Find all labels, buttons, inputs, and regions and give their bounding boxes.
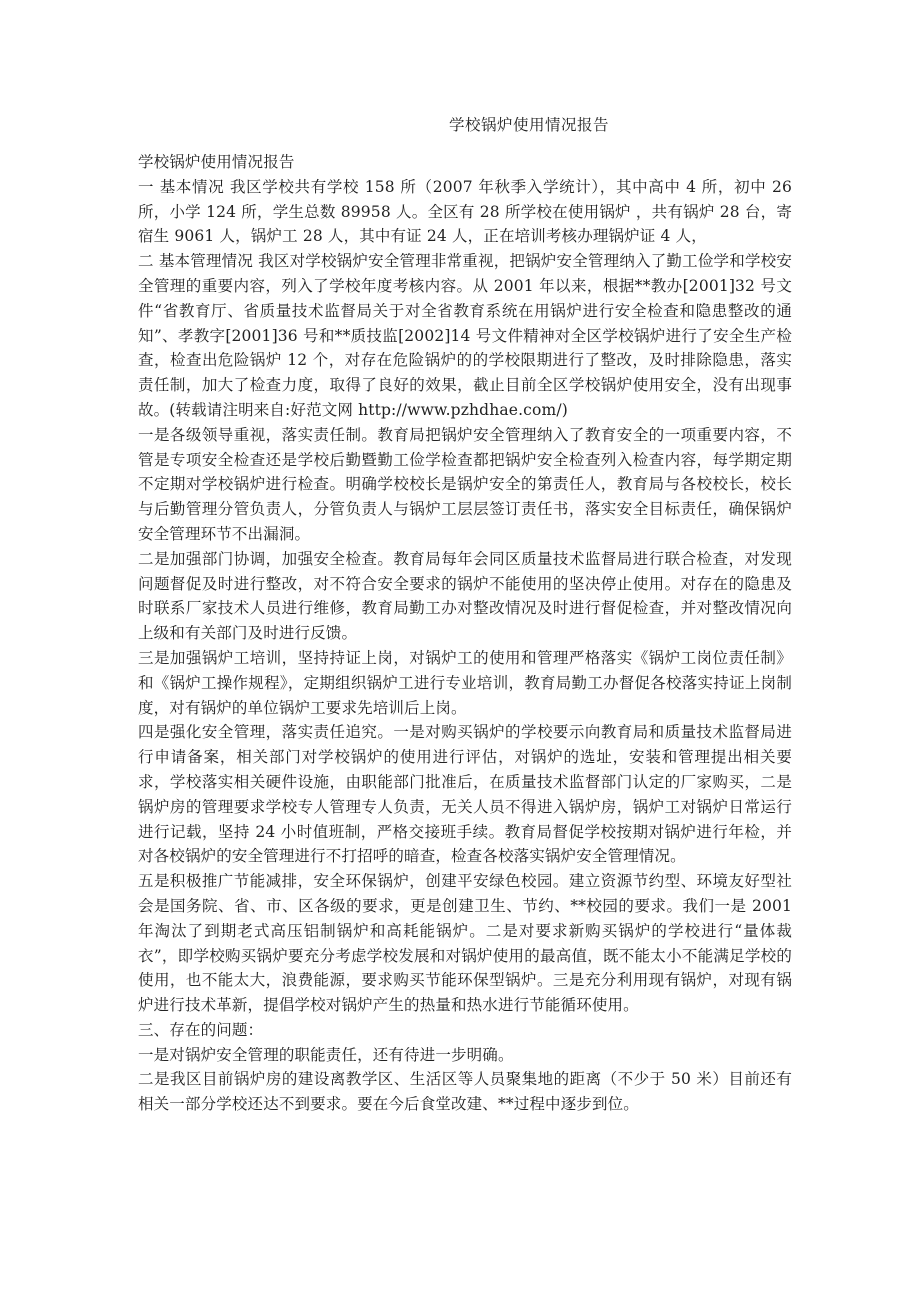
- paragraph-problem-one: 一是对锅炉安全管理的职能责任，还有待进一步明确。: [138, 1045, 514, 1064]
- document-body: [138, 150, 792, 1117]
- paragraph-coordination: 二是加强部门协调，加强安全检查。教育局每年会同区质量技术监督局进行联合检查，对发现问题督促及时进行整改，对不符合安全要求的锅炉不能使用的坚决停止使用。对存在的隐患及时联系厂家技术人员进行维修，教育局勤工办对整改情况及时进行督促检查，并对整改情况向上级和有关部门及时进行反馈。: [138, 549, 792, 643]
- paragraph-leadership: 一是各级领导重视，落实责任制。教育局把锅炉安全管理纳入了教育安全的一项重要内容，不管是专项安全检查还是学校后勤暨勤工俭学检查都把锅炉安全检查列入检查内容，每学期定期不定期对学校锅炉进行检查。明确学校校长是锅炉安全的第责任人，教育局与各校校长，校长与后勤管理分管负责人，分管负责人与锅炉工层层签订责任书，落实安全目标责任，确保锅炉安全管理环节不出漏洞。: [138, 425, 792, 543]
- paragraph-problems-heading: 三、存在的问题：: [138, 1020, 264, 1039]
- paragraph-training: 三是加强锅炉工培训，坚持持证上岗，对锅炉工的使用和管理严格落实《锅炉工岗位责任制》和《锅炉工操作规程》，定期组织锅炉工进行专业培训，教育局勤工办督促各校落实持证上岗制度，对有锅炉的单位锅炉工要求先培训后上岗。: [138, 648, 792, 717]
- document-title: 学校锅炉使用情况报告: [448, 116, 609, 134]
- paragraph-subtitle: 学校锅炉使用情况报告: [138, 153, 295, 171]
- paragraph-problem-two: 二是我区目前锅炉房的建设离教学区、生活区等人员聚集地的距离（不少于 50 米）目前还有相关一部分学校还达不到要求。要在今后食堂改建、**过程中逐步到位。: [138, 1070, 792, 1114]
- paragraph-basic-management: 二 基本管理情况 我区对学校锅炉安全管理非常重视，把锅炉安全管理纳入了勤工俭学和学校安全管理的重要内容，列入了学校年度考核内容。从 2001 年以来，根据**教办[2001]32 号文件“省教育厅、省质量技术监督局关于对全省教育系统在用锅炉进行安全检查和隐患整改的通知”、孝教字[2001]36 号和**质技监[2002]14 号文件精神对全区学校锅炉进行了安全生产检查，检查出危险锅炉 12 个，对存在危险锅炉的的学校限期进行了整改，及时排除隐患，落实责任制，加大了检查力度，取得了良好的效果，截止目前全区学校锅炉使用安全，没有出现事故。(转载请注明来自:好范文网 http://www.pzhdhae.com/): [138, 252, 792, 419]
- paragraph-safety-management: 四是强化安全管理，落实责任追究。一是对购买锅炉的学校要示向教育局和质量技术监督局进行申请备案，相关部门对学校锅炉的使用进行评估，对锅炉的选址，安装和管理提出相关要求，学校落实相关硬件设施，由职能部门批准后，在质量技术监督部门认定的厂家购买，二是锅炉房的管理要求学校专人管理专人负责，无关人员不得进入锅炉房，锅炉工对锅炉日常运行进行记载，坚持 24 小时值班制，严格交接班手续。教育局督促学校按期对锅炉进行年检，并对各校锅炉的安全管理进行不打招呼的暗查，检查各校落实锅炉安全管理情况。: [138, 723, 792, 866]
- paragraph-basic-situation: 一 基本情况 我区学校共有学校 158 所（2007 年秋季入学统计），其中高中 4 所，初中 26 所，小学 124 所，学生总数 89958 人。全区有 28 所学校在使用锅炉 ，共有锅炉 28 台，寄宿生 9061 人，锅炉工 28 人，其中有证 24 人，正在培训考核办理锅炉证 4 人，: [138, 177, 792, 246]
- paragraph-energy-saving: 五是积极推广节能减排，安全环保锅炉，创建平安绿色校园。建立资源节约型、环境友好型社会是国务院、省、市、区各级的要求，更是创建卫生、节约、**校园的要求。我们一是 2001 年淘汰了到期老式高压铝制锅炉和高耗能锅炉。二是对要求新购买锅炉的学校进行“量体裁衣”，即学校购买锅炉要充分考虑学校发展和对锅炉使用的最高值，既不能太小不能满足学校的使用，也不能太大，浪费能源，要求购买节能环保型锅炉。三是充分利用现有锅炉，对现有锅炉进行技术革新，提倡学校对锅炉产生的热量和热水进行节能循环使用。: [138, 872, 792, 1015]
